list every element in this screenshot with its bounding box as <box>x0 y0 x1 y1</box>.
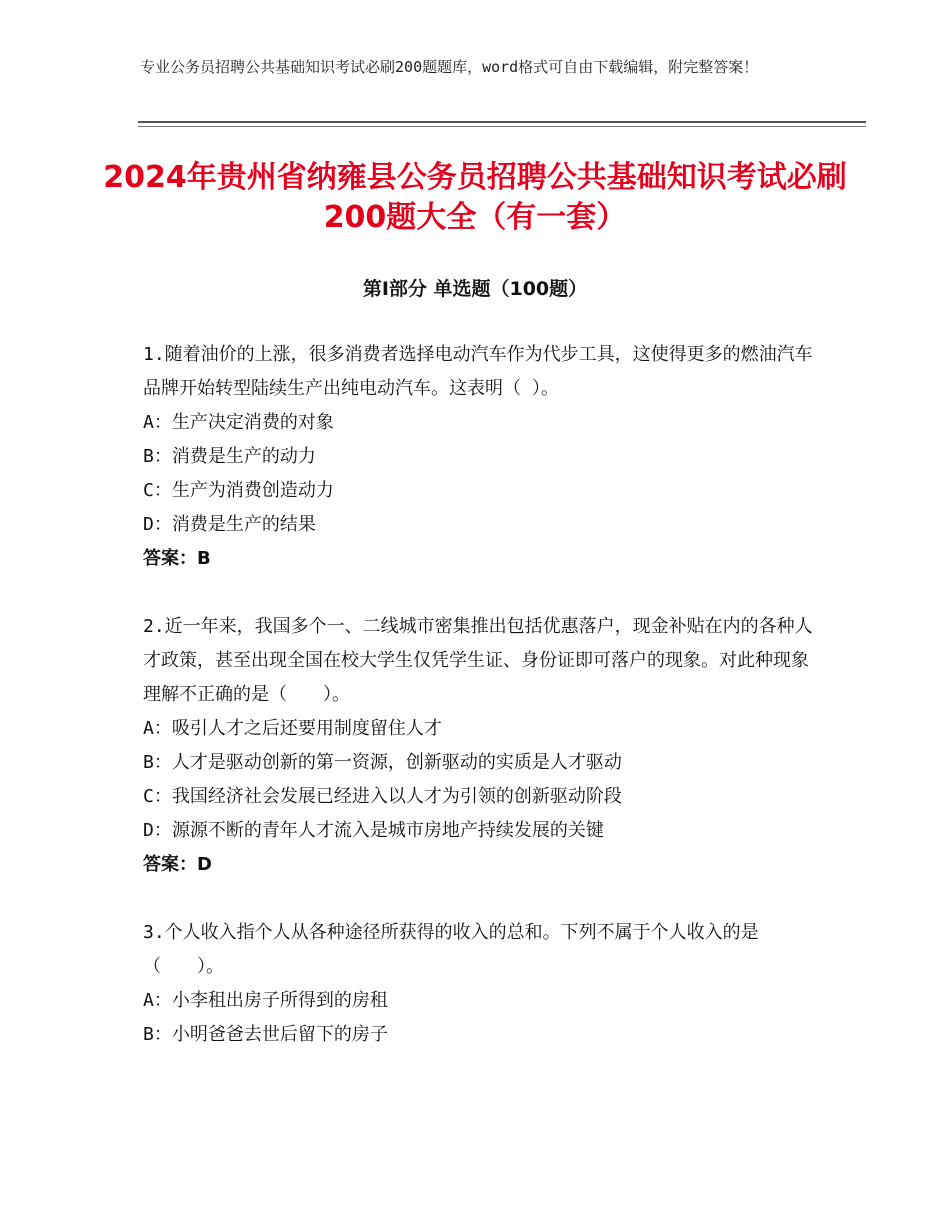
header-divider-thin <box>138 126 866 127</box>
question-3 <box>143 916 823 1052</box>
question-stem: 3.个人收入指个人从各种途径所获得的收入的总和。下列不属于个人收入的是（ ）。 <box>143 922 759 977</box>
header-note: 专业公务员招聘公共基础知识考试必刷200题题库，word格式可自由下载编辑，附完整答案！ <box>140 58 759 76</box>
option-b: B：人才是驱动创新的第一资源，创新驱动的实质是人才驱动 <box>143 752 622 773</box>
section-title: 第Ⅰ部分 单选题（100题） <box>362 278 588 300</box>
option-c: C：我国经济社会发展已经进入以人才为引领的创新驱动阶段 <box>143 786 622 807</box>
option-d: D：源源不断的青年人才流入是城市房地产持续发展的关键 <box>143 820 604 841</box>
answer-label: 答案：B <box>143 548 211 569</box>
question-stem: 1.随着油价的上涨，很多消费者选择电动汽车作为代步工具，这使得更多的燃油汽车品牌开始转型陆续生产出纯电动汽车。这表明（ ）。 <box>143 344 813 399</box>
header-divider-thick <box>138 121 866 123</box>
question-stem: 2.近一年来，我国多个一、二线城市密集推出包括优惠落户，现金补贴在内的各种人才政策，甚至出现全国在校大学生仅凭学生证、身份证即可落户的现象。对此种现象理解不正确的是（ ）。 <box>143 616 813 705</box>
option-b: B：消费是生产的动力 <box>143 446 316 467</box>
document-title: 2024年贵州省纳雍县公务员招聘公共基础知识考试必刷200题大全（有一套） <box>103 160 847 235</box>
option-a: A：生产决定消费的对象 <box>143 412 334 433</box>
option-d: D：消费是生产的结果 <box>143 514 316 535</box>
question-2 <box>143 610 823 882</box>
question-list <box>143 338 823 1086</box>
option-c: C：生产为消费创造动力 <box>143 480 334 501</box>
question-1 <box>143 338 823 576</box>
option-b: B：小明爸爸去世后留下的房子 <box>143 1024 388 1045</box>
option-a: A：小李租出房子所得到的房租 <box>143 990 388 1011</box>
answer-label: 答案：D <box>143 854 212 875</box>
option-a: A：吸引人才之后还要用制度留住人才 <box>143 718 442 739</box>
